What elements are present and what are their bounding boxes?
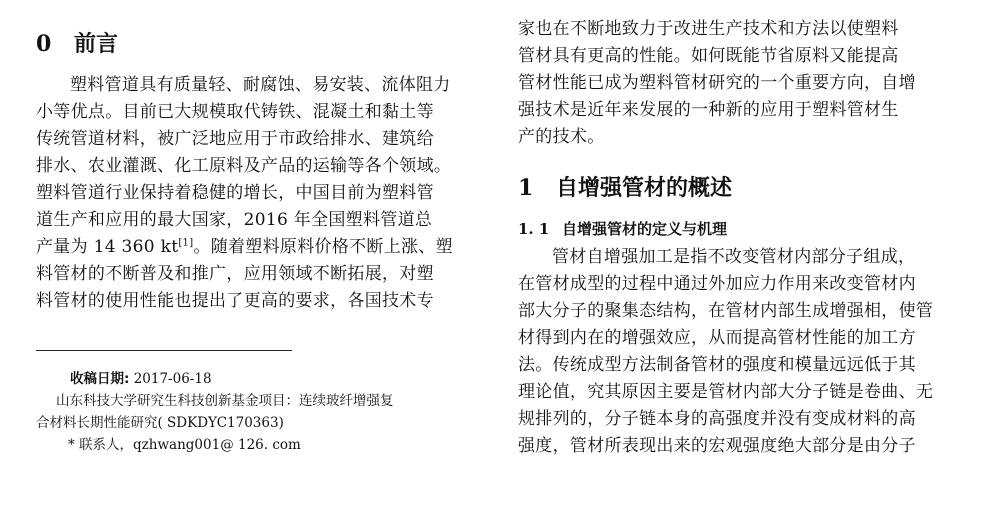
subsection-title: 自增强管材的定义与机理 <box>562 220 728 238</box>
footnote-divider <box>36 350 292 351</box>
paragraph-line: 理论值，究其原因主要是管材内部大分子链是卷曲、无 <box>518 382 934 402</box>
paragraph-line: 管材自增强加工是指不改变管材内部分子组成， <box>552 247 916 267</box>
contact-line: * 联系人，qzhwang001@ 126. com <box>68 437 301 453</box>
paragraph-line: 产的技术。 <box>518 127 605 147</box>
fund-line: 合材料长期性能研究( SDKDYC170363) <box>36 415 284 431</box>
paragraph-line: 塑料管道行业保持着稳健的增长，中国目前为塑料管 <box>36 183 434 203</box>
paragraph-line: 材得到内在的增强效应，从而提高管材性能的加工方 <box>518 328 916 348</box>
definition-paragraph <box>518 244 968 460</box>
section-number: 1 <box>518 175 534 201</box>
paragraph-line-with-citation <box>36 234 488 261</box>
subsection-heading-definition <box>518 218 727 240</box>
paragraph-line: 道生产和应用的最大国家，2016 年全国塑料管道总 <box>36 210 433 230</box>
paragraph-line: 料管材的使用性能也提出了更高的要求，各国技术专 <box>36 291 434 311</box>
section-title: 自增强管材的概述 <box>556 176 733 201</box>
paragraph-line: 强技术是近年来发展的一种新的应用于塑料管材生 <box>518 100 899 120</box>
paragraph-line: 传统管道材料，被广泛地应用于市政给排水、建筑给 <box>36 129 434 149</box>
preface-paragraph-continued <box>518 16 968 151</box>
paragraph-line: 塑料管道具有质量轻、耐腐蚀、易安装、流体阻力 <box>70 75 451 95</box>
subsection-number: 1. 1 <box>518 220 550 238</box>
section-heading-preface <box>36 30 118 59</box>
section-heading-overview <box>518 174 732 203</box>
paragraph-line: 排水、农业灌溉、化工原料及产品的运输等各个领域。 <box>36 156 452 176</box>
line-text: 。随着塑料原料价格不断上涨、塑 <box>193 237 453 257</box>
section-title: 前言 <box>74 32 119 57</box>
paragraph-line: 管材具有更高的性能。如何既能节省原料又能提高 <box>518 46 899 66</box>
citation-ref[interactable]: [1] <box>178 237 194 249</box>
received-date: 2017-06-18 <box>133 371 212 387</box>
paragraph-line: 料管材的不断普及和推广，应用领域不断拓展，对塑 <box>36 264 434 284</box>
fund-line: 山东科技大学研究生科技创新基金项目：连续玻纤增强复 <box>56 393 394 409</box>
paragraph-line: 小等优点。目前已大规模取代铸铁、混凝土和黏土等 <box>36 102 434 122</box>
section-number: 0 <box>36 31 52 57</box>
paragraph-line: 家也在不断地致力于改进生产技术和方法以使塑料 <box>518 19 899 39</box>
paragraph-line: 规排列的，分子链本身的高强度并没有变成材料的高 <box>518 409 916 429</box>
preface-paragraph <box>36 72 488 315</box>
paragraph-line: 法。传统成型方法制备管材的强度和模量远远低于其 <box>518 355 916 375</box>
received-date-line <box>36 368 488 390</box>
paragraph-line: 在管材成型的过程中通过外加应力作用来改变管材内 <box>518 274 916 294</box>
received-label: 收稿日期: <box>70 371 130 387</box>
paragraph-line: 强度，管材所表现出来的宏观强度绝大部分是由分子 <box>518 436 916 456</box>
footnote-block <box>36 368 488 456</box>
paragraph-line: 部大分子的聚集态结构，在管材内部生成增强相，使管 <box>518 301 934 321</box>
paragraph-line: 管材性能已成为塑料管材研究的一个重要方向，自增 <box>518 73 916 93</box>
line-text: 产量为 14 360 kt <box>36 237 179 257</box>
